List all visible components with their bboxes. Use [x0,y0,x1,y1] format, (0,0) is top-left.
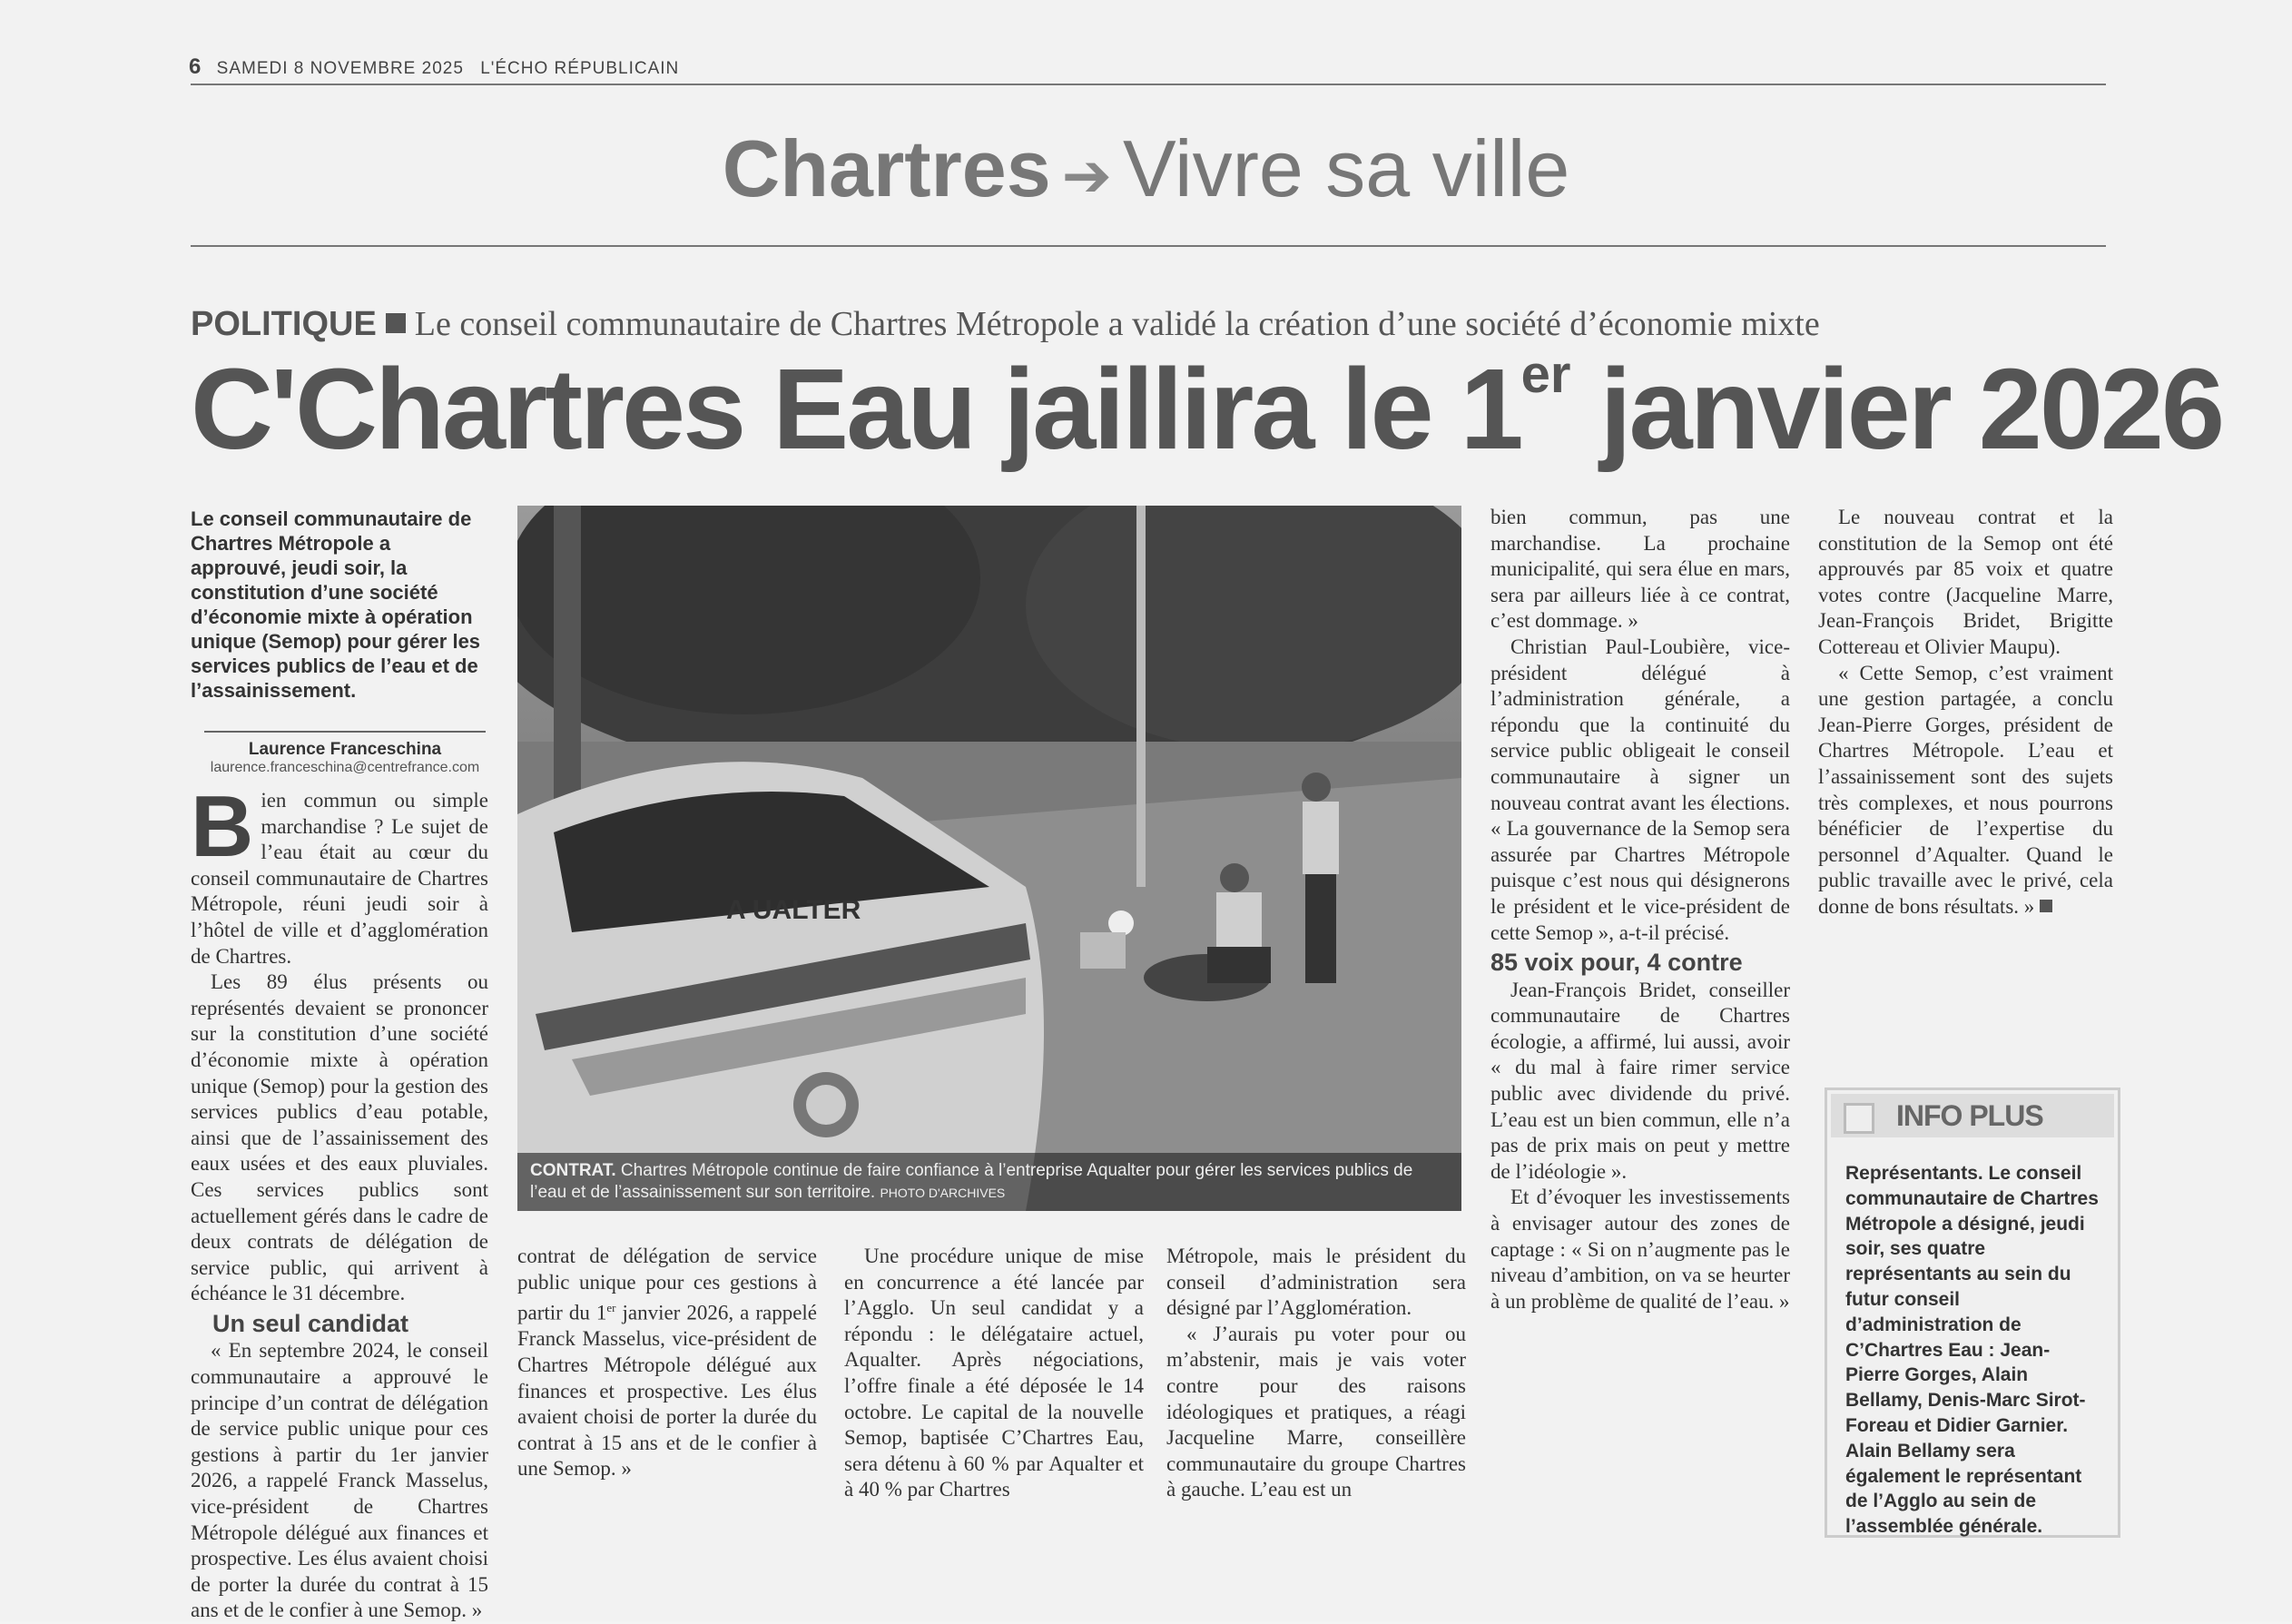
headline: C'Chartres Eau jaillira le 1er janvier 2026 [191,345,2223,473]
info-box [1825,1088,2120,1538]
paragraph: contrat de délégation de service public unique pour ces gestions à partir du 1er janvier 2026, a rappelé Franck Masselus, vice-président de Chartres Métropole délégué aux finances et prospective. Les élus avaient choisi de porter la durée du contrat à 15 ans et de le confier à une Semop. » [517,1245,817,1481]
author-email: laurence.franceschina@centrefrance.com [210,760,480,775]
section-rule [191,245,2106,247]
info-box-lead: Représentants. [1845,1163,1983,1184]
surtitle [191,304,1820,344]
column-2 [517,1244,817,1482]
photo-caption [517,1153,1461,1211]
top-rule [191,84,2106,85]
paragraph: « En septembre 2024, le conseil communautaire a approuvé le principe d’un contrat de délégation de service public unique pour ces gestions à partir du 1er janvier 2026, a rappelé Franck Masselus, vice-président de Chartres Métropole délégué aux finances et prospective. Les élus avaient choisi de porter la durée du contrat à 15 ans et de le confier à une Semop. » [191,1339,488,1622]
paragraph: « Cette Semop, c’est vraiment une gestion partagée, a conclu Jean-Pierre Gorges, président de Chartres Métropole. L’eau et l’assainissement sont des sujets très complexes, et nous pourrons bénéficier de l’expertise du personnel d’Aqualter. Quand le public travaille avec le privé, cela donne de bons résultats. » [1818,661,2113,918]
paragraph: Et d’évoquer les investissements à envisager autour des zones de captage : « Si on n’augmente pas le niveau d’ambition, on va se heurter à un problème de qualité de l’eau. » [1490,1186,1790,1313]
photo-credit: PHOTO D'ARCHIVES [880,1186,1006,1200]
byline [204,731,486,776]
subhead: 85 voix pour, 4 contre [1490,949,1743,977]
info-box-title: INFO PLUS [1896,1099,2043,1132]
paragraph: Les 89 élus présents ou représentés devaient se prononcer sur la constitution d’une société d’économie mixte à opération unique (Semop) pour la gestion des services publics d’eau potable, ainsi que de l’assainissement des eaux usées et des eaux pluviales. Ces services publics sont actuellement gérés dans le cadre de deux contrats de délégation de service public, qui arrivent à échéance le 31 décembre. [191,970,488,1305]
paragraph: Métropole, mais le président du conseil d’administration sera désigné par l’Agglomération. [1166,1245,1466,1320]
info-square-icon [1844,1103,1874,1134]
drop-cap: B [191,778,254,875]
paragraph: Le nouveau contrat et la constitution de la Semop ont été approuvés par 85 voix et quatre votes contre (Jacqueline Marre, Jean-François Bridet, Brigitte Cottereau et Olivier Maupu). [1818,506,2113,658]
vehicle-lettering: A UALTER [726,895,861,925]
section-title [0,123,2292,215]
paragraph: « J’aurais pu voter pour ou m’abstenir, mais je vais voter contre pour des raisons idéologiques et pratiques, a réagi Jacqueline Marre, conseillère communautaire du groupe Chartres à gauche. L’eau est un [1166,1322,1466,1501]
column-4 [1166,1244,1466,1503]
issue-date: SAMEDI 8 NOVEMBRE 2025 [216,59,464,78]
section-city: Chartres [722,123,1051,213]
arrow-right-icon: ➔ [1061,142,1112,209]
page-folio [189,54,679,80]
author-name: Laurence Franceschina [248,740,442,759]
column-5 [1490,505,1790,1314]
paragraph: bien commun, pas une marchandise. La prochaine municipalité, qui sera élue en mars, sera par ailleurs liée à ce contrat, c’est dommage. » [1490,506,1790,633]
info-box-text [1845,1161,2103,1540]
paragraph: Jean-François Bridet, conseiller communautaire de Chartres écologie, a affirmé, lui aussi, avoir « du mal à faire rimer service public avec dividende du privé. L’eau est un bien commun, elle n’a pas de prix mais on peut y mettre de l’idéologie ». [1490,978,1790,1183]
section-rubric: Vivre sa ville [1122,123,1570,213]
publication-name: L'ÉCHO RÉPUBLICAIN [480,59,680,78]
article-lead: Le conseil communautaire de Chartres Métropole a approuvé, jeudi soir, la constitution d’une société d’économie mixte à opération unique (Semop) pour gérer les services publics de l’eau et de l’assainissement. [191,507,481,702]
column-3 [844,1244,1144,1503]
article-photo [517,506,1461,1211]
subhead: Un seul candidat [212,1309,409,1337]
column-6 [1818,505,2113,920]
photo-illustration [517,506,1461,1211]
surtitle-text: Le conseil communautaire de Chartres Métropole a validé la création d’une société d’économie mixte [414,305,1820,343]
caption-label: CONTRAT. [530,1161,616,1180]
column-1 [191,778,488,1624]
paragraph: Une procédure unique de mise en concurrence a été lancée par l’Agglo. Un seul candidat y a répondu : le délégataire actuel, Aqualter. Après négociations, l’offre finale a été déposée le 14 octobre. Le capital de la nouvelle Semop, baptisée C’Chartres Eau, sera détenu à 60 % par Aqualter et à 40 % par Chartres [844,1245,1144,1501]
caption-text: Chartres Métropole continue de faire confiance à l’entreprise Aqualter pour gérer les services publics de l’eau et de l’assainissement sur son territoire. [530,1161,1413,1202]
paragraph: Bien commun ou simple marchandise ? Le sujet de l’eau était au cœur du conseil communautaire de Chartres Métropole, réuni jeudi soir à l’hôtel de ville et d’agglomération de Chartres. [191,778,488,968]
info-box-body: Le conseil communautaire de Chartres Métropole a désigné, jeudi soir, ses quatre représentants au sein du futur conseil d’administration de C’Chartres Eau : Jean-Pierre Gorges, Alain Bellamy, Denis-Marc Sirot-Foreau et Didier Garnier. Alain Bellamy sera également le représentant de l’Agglo au sein de l’assemblée générale. [1845,1163,2099,1538]
info-box-header [1831,1094,2114,1137]
end-mark-icon [2040,900,2052,912]
page-number: 6 [189,54,202,79]
square-bullet-icon [386,313,406,333]
kicker: POLITIQUE [191,305,377,343]
paragraph: Christian Paul-Loubière, vice-président délégué à l’administration générale, a répondu que la continuité du service public obligeait le conseil communautaire à signer un nouveau contrat avant les élections. « La gouvernance de la Semop sera assurée par Chartres Métropole puisque c’est nous qui désignerons le président et le vice-président de cette Semop », a-t-il précisé. [1490,635,1790,944]
